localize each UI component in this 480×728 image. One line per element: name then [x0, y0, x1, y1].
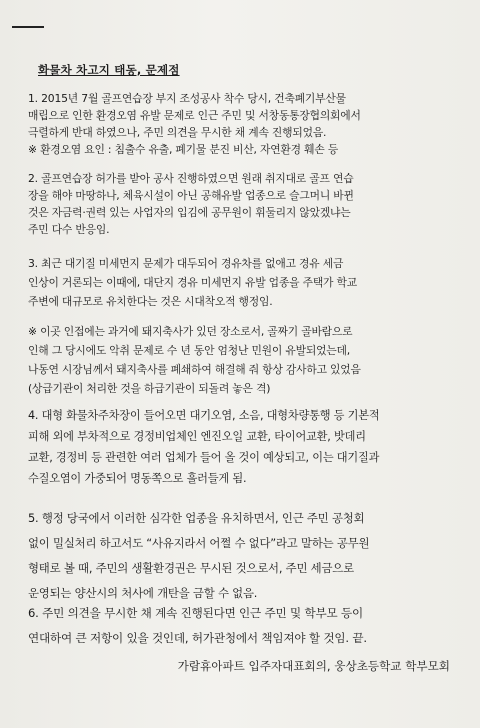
section-5-line: 없이 밀실처리 하고서도 “사유지라서 어쩔 수 없다”라고 말하는 공무원	[28, 536, 370, 550]
section-5	[28, 506, 458, 606]
section-2	[28, 170, 458, 238]
section-5-line: 5. 행정 당국에서 이러한 심각한 업종을 유치하면서, 인근 주민 공청회	[28, 511, 365, 525]
document-signature: 가람휴아파트 입주자대표회의, 웅상초등학교 학부모회	[177, 659, 450, 673]
section-3-note-line: ※ 이곳 인접에는 과거에 돼지축사가 있던 장소로서, 골짜기 골바람으로	[28, 325, 353, 338]
section-6	[28, 601, 458, 651]
section-2-line: 2. 골프연습장 허가를 받아 공사 진행하였으면 원래 취지대로 골프 연습	[28, 172, 354, 185]
section-1-line: 극렬하게 반대 하였으나, 주민 의견을 무시한 채 계속 진행되었음.	[28, 126, 327, 139]
section-4-line: 피해 외에 부차적으로 경정비업체인 엔진오일 교환, 타이어교환, 밧데리	[28, 430, 366, 443]
section-3-note-line: (상급기관이 처리한 것을 하급기관이 되돌려 놓은 격)	[28, 382, 271, 395]
section-3-note	[28, 322, 458, 398]
section-5-line: 운영되는 양산시의 처사에 개탄을 금할 수 없음.	[28, 586, 258, 600]
section-6-line: 6. 주민 의견을 무시한 채 계속 진행된다면 인근 주민 및 학부모 등이	[28, 606, 363, 620]
section-4-line: 수질오염이 가중되어 명동쪽으로 흘러들게 됨.	[28, 472, 247, 485]
section-3-line: 인상이 거론되는 이때에, 대단지 경유 미세먼지 유발 업종을 주택가 학교	[28, 276, 357, 289]
section-1-line: 매립으로 인한 환경오염 유발 문제로 인근 주민 및 서창동통장협의회에서	[28, 109, 361, 122]
section-1	[28, 90, 458, 158]
section-3-line: 주변에 대규모로 유치한다는 것은 시대착오적 행정임.	[28, 295, 273, 308]
section-1-note-line: ※ 환경오염 요인 : 침출수 유출, 폐기물 분진 비산, 자연환경 훼손 등	[28, 143, 339, 156]
section-2-line: 것은 자금력·권력 있는 사업자의 입김에 공무원이 휘둘리지 않았겠냐는	[28, 206, 351, 219]
document-title: 화물차 차고지 태동, 문제점	[38, 63, 180, 77]
section-4	[28, 405, 458, 489]
section-4-line: 4. 대형 화물차주차장이 들어오면 대기오염, 소음, 대형차량통행 등 기본적	[28, 409, 380, 422]
section-5-line: 형태로 볼 때, 주민의 생활환경권은 무시된 것으로서, 주민 세금으로	[28, 561, 354, 575]
section-1-line: 1. 2015년 7월 골프연습장 부지 조성공사 착수 당시, 건축폐기부산물	[28, 92, 346, 105]
section-3	[28, 254, 458, 311]
section-4-line: 교환, 경정비 등 관련한 여러 업체가 들어 올 것이 예상되고, 이는 대기질과	[28, 451, 380, 464]
section-3-line: 3. 최근 대기질 미세먼지 문제가 대두되어 경유차를 없애고 경유 세금	[28, 257, 344, 270]
header-dash-mark	[12, 26, 44, 28]
section-3-note-line: 나동연 시장님께서 돼지축사를 폐쇄하여 해결해 줘 항상 감사하고 있었음	[28, 363, 361, 376]
section-2-line: 장을 해야 마땅하나, 체육시설이 아닌 공해유발 업종으로 슬그머니 바뀐	[28, 189, 354, 202]
section-6-line: 연대하여 큰 저항이 있을 것인데, 허가관청에서 책임져야 할 것임. 끝.	[28, 631, 367, 645]
section-3-note-line: 인해 그 당시에도 악취 문제로 수 년 동안 엄청난 민원이 유발되었는데,	[28, 344, 350, 357]
section-2-line: 주민 다수 반응임.	[28, 223, 110, 236]
